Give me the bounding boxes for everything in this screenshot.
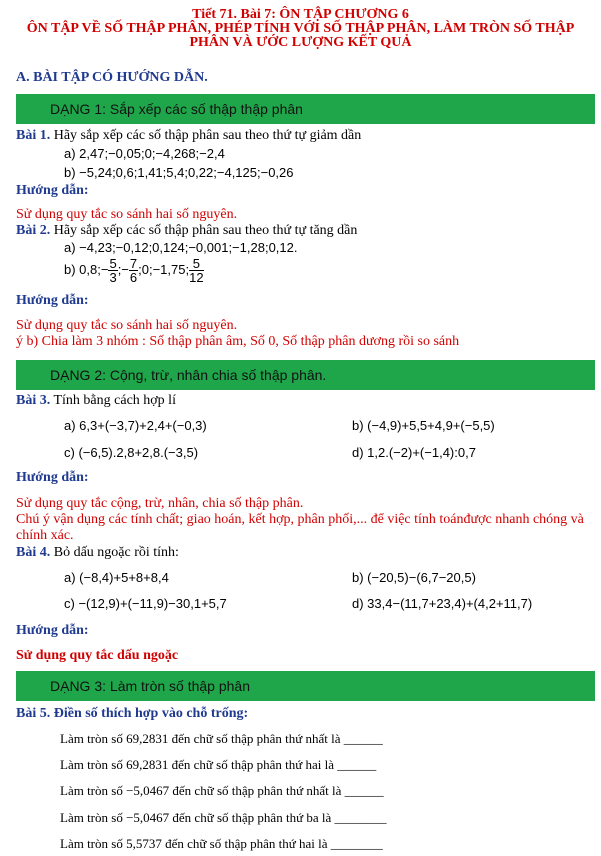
category-band-3 — [16, 671, 595, 701]
exercise-prompt: Bỏ dấu ngoặc rồi tính: — [53, 545, 179, 560]
guide-text: Sử dụng quy tắc so sánh hai số nguyên. — [16, 207, 238, 222]
exercise-3c: c) (−6,5).2,8+2,8.(−3,5) — [64, 445, 199, 460]
exercise-1b: b) −5,24;0,6;1,41;5,4;0,22;−4,125;−0,26 — [64, 165, 294, 180]
guide-text: Chú ý vận dụng các tính chất; giao hoán, kết hợp, phân phối,... để việc tính toánđược nhanh chóng và — [16, 512, 584, 527]
exercise-3d: d) 1,2.(−2)+(−1,4):0,7 — [352, 445, 476, 460]
numerator: 5 — [109, 256, 117, 271]
guide-note: ý b) Chia làm 3 nhóm : Số thập phân âm, Số 0, Số thập phân dương rồi so sánh — [16, 334, 460, 349]
band-tag: DẠNG 3: — [50, 678, 107, 694]
exercise-3 — [16, 393, 176, 409]
section-a-heading: A. BÀI TẬP CÓ HƯỚNG DẪN. — [16, 70, 208, 85]
exercise-3b: b) (−4,9)+5,5+4,9+(−5,5) — [352, 418, 495, 433]
numerator: 5 — [189, 257, 203, 271]
lesson-title: Tiết 71. Bài 7: ÔN TẬP CHƯƠNG 6 — [192, 7, 409, 22]
exercise-prompt: Điền số thích hợp vào chỗ trống: — [53, 706, 249, 721]
guide-text: Sử dụng quy tắc cộng, trừ, nhân, chia số thập phân. — [16, 496, 304, 511]
rounding-line: Làm tròn số 5,5737 đến chữ số thập phân thứ hai là ________ — [60, 836, 383, 851]
exercise-label: Bài 3. — [16, 393, 51, 408]
exercise-label: Bài 1. — [16, 128, 51, 143]
guide-text: Sử dụng quy tắc so sánh hai số nguyên. — [16, 318, 238, 333]
exercise-prompt: Hãy sắp xếp các số thập phân sau theo thứ tự giảm dần — [53, 128, 362, 143]
exercise-5 — [16, 706, 248, 722]
exercise-4b: b) (−20,5)−(6,7−20,5) — [352, 570, 476, 585]
exercise-4d: d) 33,4−(11,7+23,4)+(4,2+11,7) — [352, 596, 533, 611]
band-text: Cộng, trừ, nhân chia số thập phân. — [109, 367, 327, 383]
separator: ;0;−1,75; — [138, 261, 190, 277]
numerator: 7 — [129, 256, 138, 271]
band-tag: DẠNG 1: — [50, 101, 107, 117]
guide-heading: Hướng dẫn: — [16, 293, 89, 308]
denominator: 12 — [189, 270, 204, 285]
exercise-3a: a) 6,3+(−3,7)+2,4+(−0,3) — [64, 418, 207, 433]
exercise-4a: a) (−8,4)+5+8+8,4 — [64, 570, 169, 585]
exercise-2 — [16, 223, 357, 239]
separator: ;− — [117, 261, 129, 277]
guide-heading: Hướng dẫn: — [16, 470, 89, 485]
exercise-label: Bài 5. — [16, 706, 51, 721]
chapter-title: ÔN TẬP VỀ SỐ THẬP PHÂN, PHÉP TÍNH VỚI SỐ THẬP PHÂN, LÀM TRÒN SỐ THẬP — [26, 21, 575, 36]
rounding-line: Làm tròn số 69,2831 đến chữ số thập phân thứ nhất là ______ — [60, 731, 383, 746]
exercise-prompt: Hãy sắp xếp các số thập phân sau theo thứ tự tăng dần — [53, 223, 358, 238]
rounding-line: Làm tròn số −5,0467 đến chữ số thập phân thứ nhất là ______ — [60, 783, 384, 798]
chapter-title-continued: PHÂN VÀ ƯỚC LƯỢNG KẾT QUẢ — [189, 35, 412, 50]
guide-heading: Hướng dẫn: — [16, 623, 89, 638]
exercise-label: Bài 4. — [16, 545, 51, 560]
fraction — [108, 257, 117, 284]
exercise-2b — [64, 257, 204, 284]
band-tag: DẠNG 2: — [50, 367, 107, 383]
guide-text: Sử dụng quy tắc dấu ngoặc — [16, 648, 179, 663]
band-text: Làm tròn số thập phân — [109, 678, 251, 694]
exercise-4 — [16, 545, 179, 561]
category-band-1 — [16, 94, 595, 124]
exercise-label: Bài 2. — [16, 223, 51, 238]
guide-text: chính xác. — [16, 528, 74, 543]
exercise-1 — [16, 128, 361, 144]
band-text: Sắp xếp các số thập thập phân — [109, 101, 303, 117]
category-band-2 — [16, 360, 595, 390]
rounding-line: Làm tròn số 69,2831 đến chữ số thập phân thứ hai là ______ — [60, 757, 377, 772]
exercise-2b-prefix: b) 0,8;− — [64, 261, 109, 277]
fraction — [129, 257, 138, 284]
guide-heading: Hướng dẫn: — [16, 183, 89, 198]
exercise-2a: a) −4,23;−0,12;0,124;−0,001;−1,28;0,12. — [64, 240, 298, 255]
denominator: 3 — [109, 270, 117, 285]
exercise-4c: c) −(12,9)+(−11,9)−30,1+5,7 — [64, 596, 227, 611]
fraction — [189, 257, 203, 284]
exercise-prompt: Tính bằng cách hợp lí — [53, 393, 176, 408]
denominator: 6 — [129, 270, 138, 285]
exercise-1a: a) 2,47;−0,05;0;−4,268;−2,4 — [64, 146, 225, 161]
rounding-line: Làm tròn số −5,0467 đến chữ số thập phân thứ ba là ________ — [60, 810, 387, 825]
